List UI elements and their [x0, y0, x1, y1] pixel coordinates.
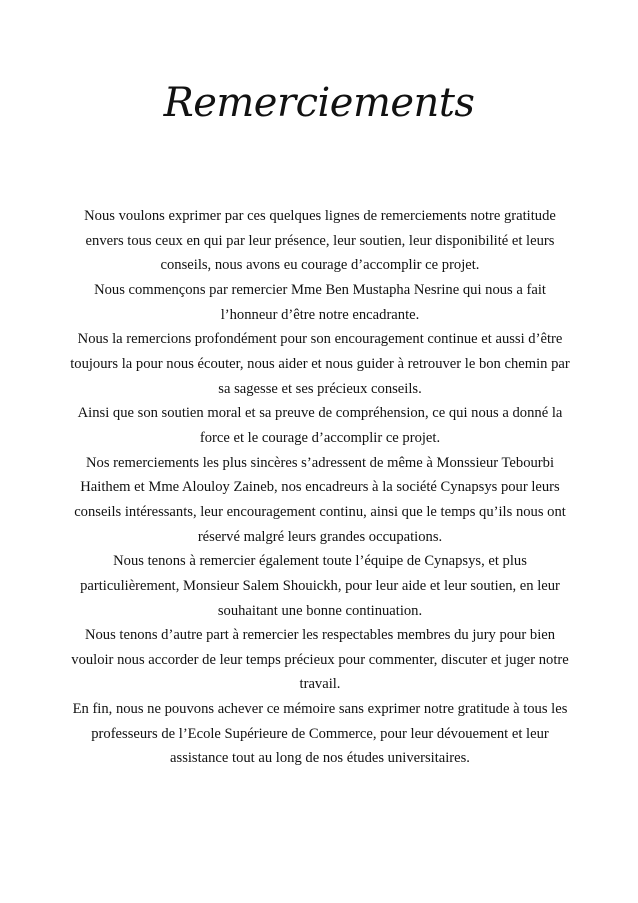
paragraph-1: Nous voulons exprimer par ces quelques lignes de remerciements notre gratitude envers tous ceux en qui par leur présence, leur soutien, leur disponibilité et leurs conseils, nous avons eu courage d’accomplir ce projet. [84, 208, 556, 274]
page-title: Remerciements [163, 80, 475, 126]
paragraph-2: Nous commençons par remercier Mme Ben Mustapha Nesrine qui nous a fait l’honneur d’être notre encadrante. [94, 281, 546, 323]
paragraph-8: En fin, nous ne pouvons achever ce mémoire sans exprimer notre gratitude à tous les professeurs de l’Ecole Supérieure de Commerce, pour leur dévouement et leur assistance tout au long de nos études universitaires. [72, 701, 568, 767]
paragraph-5: Nos remerciements les plus sincères s’adressent de même à Monssieur Tebourbi Haithem et Mme Alouloy Zaineb, nos encadreurs à la société Cynapsys pour leurs conseils intéressants, leur encouragement continu, ainsi que le temps qu’ils nous ont réservé malgré leurs grandes occupations. [74, 454, 566, 545]
paragraph-4: Ainsi que son soutien moral et sa preuve de compréhension, ce qui nous a donné la force et le courage d’accomplir ce projet. [77, 405, 563, 446]
paragraph-6: Nous tenons à remercier également toute l’équipe de Cynapsys, et plus particulièrement, Monsieur Salem Shouickh, pour leur aide et leur soutien, en leur souhaitant une bonne continuation. [80, 553, 560, 619]
paragraph-3: Nous la remercions profondément pour son encouragement continue et aussi d’être toujours la pour nous écouter, nous aider et nous guider à retrouver le bon chemin par sa sagesse et ses précieux conseils. [70, 331, 570, 397]
paragraph-7: Nous tenons d’autre part à remercier les respectables membres du jury pour bien vouloir nous accorder de leur temps précieux pour commenter, discuter et juger notre travail. [71, 627, 569, 693]
acknowledgements-body [66, 204, 574, 771]
